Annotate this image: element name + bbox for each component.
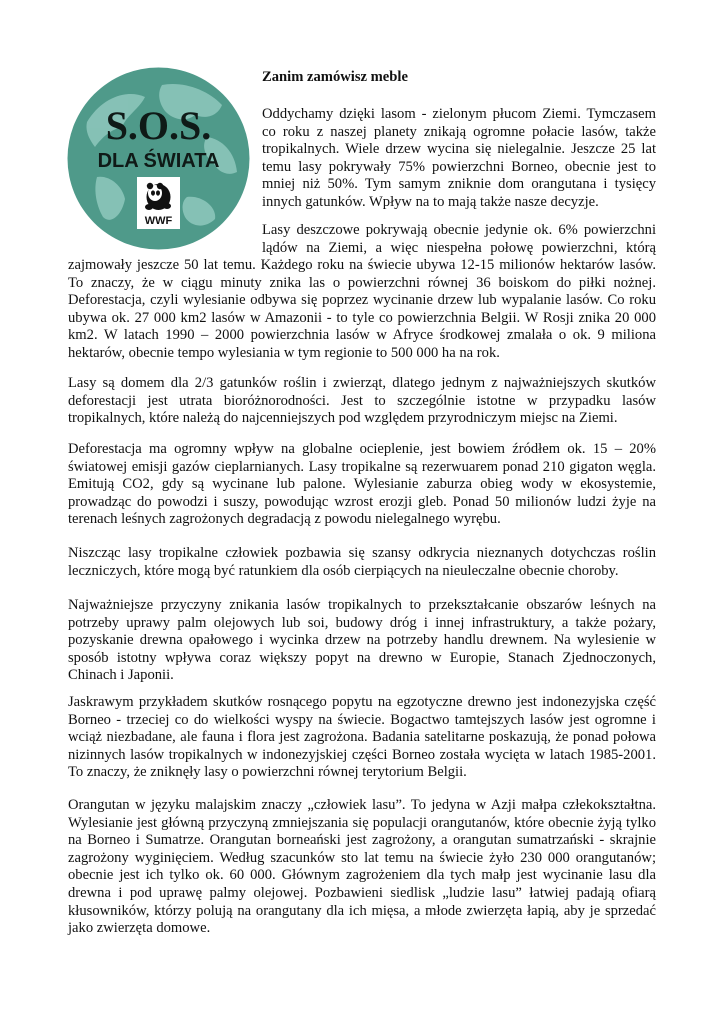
text-line: To znaczy, że w ciągu minuty znika las o powierzchni równej 36 boiskom do piłki nożnej. xyxy=(68,274,656,291)
text-line: potrzeby uprawy palm olejowych lub soi, budowy dróg i innej infrastruktury, a także pożary, xyxy=(68,614,656,631)
sos-logo-graphic xyxy=(67,67,250,250)
text-line: jako zwierzęta domowe. xyxy=(68,920,211,937)
text-line: co roku z naszej planety znikają ogromne połacie lasów, także xyxy=(262,123,656,140)
sos-dla-swiata-logo xyxy=(67,67,250,250)
text-line: Orangutan w języku malajskim znaczy „człowiek lasu”. To jedyna w Azji małpa człekokształtna. xyxy=(68,797,656,813)
paragraph-5 xyxy=(68,545,656,580)
text-line: sposób istotny wpływa coraz większy popyt na drewno w Europie, Stanach Zjednoczonych, xyxy=(68,649,656,666)
text-line: deforestacji jest utrata bioróżnorodności. Jest to szczególnie istotne w przypadku lasów xyxy=(68,392,656,409)
paragraph-8 xyxy=(68,797,656,938)
text-line: Wylesianie jest główną przyczyną zmniejszania się populacji orangutanów, które obecnie żyją tylko xyxy=(68,814,656,831)
logo-title: S.O.S. xyxy=(105,103,212,148)
text-line: Emitują CO2, gdy są wycinane lub palone. Wylesianie zaburza obieg wody w ekosystemie, xyxy=(68,476,656,493)
paragraph-7 xyxy=(68,694,656,782)
text-line: na Borneo i Sumatrze. Orangutan borneański jest zagrożony, a orangutan sumatrzański - skrajnie xyxy=(68,832,656,849)
text-line: drewna i pod uprawę palmy olejowej. Pozbawieni siedlisk „ludzie lasu” łatwiej padają ofiarą xyxy=(68,884,656,901)
text-line: zajmowały jeszcze 50 lat temu. Każdego roku na świecie ubywa 12-15 milionów hektarów lasów. xyxy=(68,257,656,273)
text-line: zagrożony wyginięciem. Według szacunków sto lat temu na świecie żyło 230 000 orangutanów; xyxy=(68,849,656,866)
text-line: wciąż niezbadane, ale fauna i flora jest zagrożona. Badania satelitarne poskazują, że ponad połowa xyxy=(68,729,656,746)
document-title: Zanim zamówisz meble xyxy=(262,69,408,85)
text-line: prowadząc do powodzi i suszy, powodując wzrost erozji gleb. Ponad 50 milionów ludzi żyje na xyxy=(68,493,656,510)
text-line: ubywa ok. 27 000 km2 lasów w Amazonii - to tyle co powierzchnia Belgii. W Rosji znika 20 000 xyxy=(68,309,656,326)
paragraph-1 xyxy=(262,106,656,212)
paragraph-4 xyxy=(68,441,656,529)
text-line: pozyskanie drewna opałowego i wycinka drzew na potrzeby handlu drewnem. Na wylesienie w xyxy=(68,632,656,649)
text-line: Jaskrawym przykładem skutków rosnącego popytu na egzotyczne drewno jest indonezyjska część xyxy=(68,694,656,710)
paragraph-2-bottom xyxy=(68,257,656,363)
text-line: tropikalnych, które należą do najcenniejszych pod względem przyrodniczym miejsc na Ziemi. xyxy=(68,410,618,427)
text-line: To znaczy, że zniknęły lasy o powierzchni równej terytorium Belgii. xyxy=(68,764,467,781)
text-line: km2. W latach 1990 – 2000 powierzchnia lasów w Afryce środkowej zmalała o ok. 9 miliona xyxy=(68,327,656,344)
text-line: tropikalnych. Wiele drzew wycina się nielegalnie. Jeszcze 25 lat xyxy=(262,141,656,158)
paragraph-2-top xyxy=(262,222,656,257)
text-line: Niszcząc lasy tropikalne człowiek pozbawia się szansy odkrycia nieznanych dotychczas roślin xyxy=(68,545,656,561)
text-line: innych gatunków. Wpływ na to mają także nasze decyzje. xyxy=(262,193,599,210)
text-line: leczniczych, które mogą być ratunkiem dla osób cierpiących na nieuleczalne obecnie choroby. xyxy=(68,562,619,579)
text-line: lądów na Ziemi, a więc niespełna połowę powierzchni, którą xyxy=(262,239,656,256)
text-line: Deforestacja ma ogromny wpływ na globalne ocieplenie, jest bowiem źródłem ok. 15 – 20% xyxy=(68,441,656,457)
logo-subtitle: DLA ŚWIATA xyxy=(97,150,220,172)
text-line: Oddychamy dzięki lasom - zielonym płucom Ziemi. Tymczasem xyxy=(262,106,656,122)
text-line: temu lasy pokrywały 75% powierzchni Borneo, obecnie jest to xyxy=(262,158,656,175)
text-line: Chinach i Japonii. xyxy=(68,667,174,684)
text-line: kłusowników, którzy polują na orangutany dla ich mięsa, a młode zwierzęta łapią, aby je sprzedać xyxy=(68,902,656,919)
wwf-label: WWF xyxy=(144,215,173,227)
text-line: Najważniejsze przyczyny znikania lasów tropikalnych to przekształcanie obszarów leśnych na xyxy=(68,597,656,613)
text-line: hektarów, obecnie tempo wylesiania w tym regionie to 500 000 ha na rok. xyxy=(68,344,500,361)
paragraph-6 xyxy=(68,597,656,685)
text-line: Deforestacja, czyli wylesianie odbywa się poprzez wycinanie drzew lub wypalanie lasów. Co roku xyxy=(68,292,656,309)
text-line: Borneo - trzeciej co do wielkości wyspy na świecie. Bogactwo tamtejszych lasów jest ogromne i xyxy=(68,711,656,728)
text-line: terenach leśnych zagrożonych degradacją z powodu nielegalnego wyrębu. xyxy=(68,511,501,528)
text-line: Lasy deszczowe pokrywają obecnie jedynie ok. 6% powierzchni xyxy=(262,222,656,238)
text-line: światowej emisji gazów cieplarnianych. Lasy tropikalne są rezerwuarem ponad 210 gigaton węgla. xyxy=(68,458,656,475)
text-line: mniej niż 50%. Tym samym zniknie dom orangutana i tysięcy xyxy=(262,176,656,193)
text-line: Lasy są domem dla 2/3 gatunków roślin i zwierząt, dlatego jednym z najważniejszych skutków xyxy=(68,375,656,391)
text-line: obecnie jest ich tylko ok. 60 000. Głównym zagrożeniem dla tych małp jest wycinanie lasu dla xyxy=(68,867,656,884)
text-line: nizinnych lasów tropikalnych w indonezyjskiej części Borneo została wycięta w latach 1985-2001. xyxy=(68,746,656,763)
paragraph-3 xyxy=(68,375,656,428)
